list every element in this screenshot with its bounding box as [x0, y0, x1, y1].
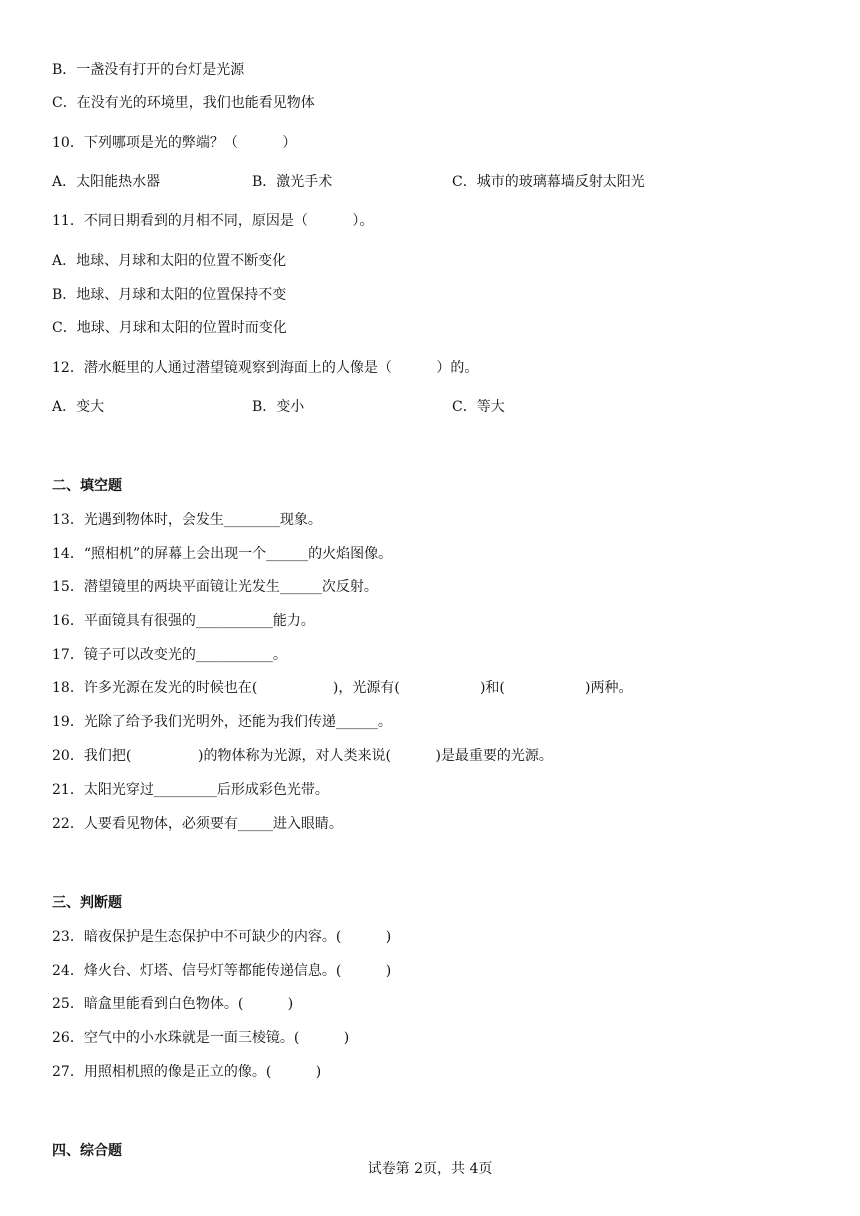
section-heading-comprehensive: 四、综合题 — [52, 1143, 122, 1159]
q12-option-a: A．变大 — [52, 399, 105, 415]
q11-option-c: C．地球、月球和太阳的位置时而变化 — [52, 320, 287, 336]
section-heading-true-false: 三、判断题 — [52, 895, 122, 911]
question-21: 21．太阳光穿过_________后形成彩色光带。 — [52, 782, 329, 798]
q11-option-a: A．地球、月球和太阳的位置不断变化 — [52, 253, 287, 269]
question-22: 22．人要看见物体，必须要有_____进入眼睛。 — [52, 816, 343, 832]
question-25: 25．暗盒里能看到白色物体。( ) — [52, 996, 294, 1012]
question-18: 18．许多光源在发光的时候也在( )，光源有( )和( )两种。 — [52, 680, 633, 696]
question-20: 20．我们把( )的物体称为光源，对人类来说( )是最重要的光源。 — [52, 748, 553, 764]
question-27: 27．用照相机照的像是正立的像。( ) — [52, 1064, 322, 1080]
question-23: 23．暗夜保护是生态保护中不可缺少的内容。( ) — [52, 929, 392, 945]
q11-stem: 11．不同日期看到的月相不同，原因是（ ）。 — [52, 213, 374, 229]
q12-option-b: B．变小 — [252, 399, 305, 415]
page-footer: 试卷第 2页，共 4页 — [367, 1161, 493, 1177]
q10-option-a: A．太阳能热水器 — [52, 174, 161, 190]
question-17: 17．镜子可以改变光的___________。 — [52, 647, 287, 663]
section-heading-fill-in: 二、填空题 — [52, 478, 122, 494]
question-16: 16．平面镜具有很强的___________能力。 — [52, 613, 315, 629]
q9-option-b: B．一盏没有打开的台灯是光源 — [52, 62, 245, 78]
q12-option-c: C．等大 — [452, 399, 505, 415]
q12-stem: 12．潜水艇里的人通过潜望镜观察到海面上的人像是（ ）的。 — [52, 360, 479, 376]
question-13: 13．光遇到物体时，会发生________现象。 — [52, 512, 322, 528]
question-15: 15．潜望镜里的两块平面镜让光发生______次反射。 — [52, 579, 378, 595]
question-26: 26．空气中的小水珠就是一面三棱镜。( ) — [52, 1030, 350, 1046]
question-24: 24．烽火台、灯塔、信号灯等都能传递信息。( ) — [52, 963, 392, 979]
q10-option-b: B．激光手术 — [252, 174, 333, 190]
q10-stem: 10．下列哪项是光的弊端？（ ） — [52, 135, 297, 151]
q11-option-b: B．地球、月球和太阳的位置保持不变 — [52, 287, 287, 303]
question-19: 19．光除了给予我们光明外，还能为我们传递______。 — [52, 714, 392, 730]
q10-option-c: C．城市的玻璃幕墙反射太阳光 — [452, 174, 645, 190]
question-14: 14．“照相机”的屏幕上会出现一个______的火焰图像。 — [52, 546, 393, 562]
q9-option-c: C．在没有光的环境里，我们也能看见物体 — [52, 95, 315, 111]
